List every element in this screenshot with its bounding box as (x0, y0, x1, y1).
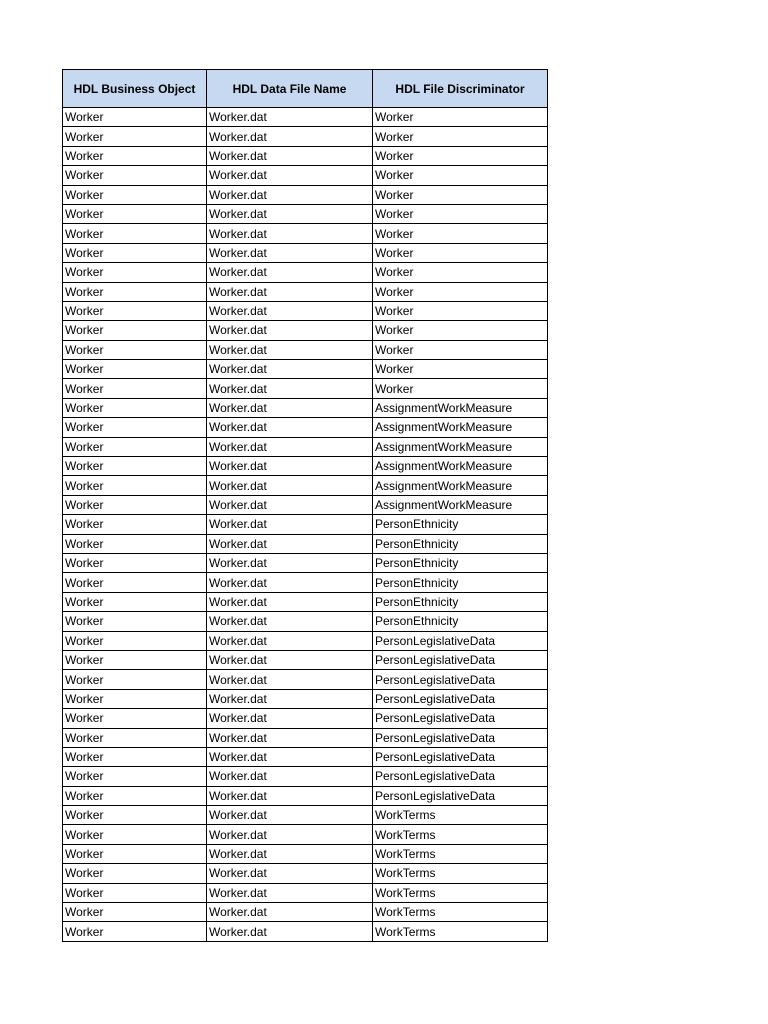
cell-business-object: Worker (63, 689, 207, 708)
table-row (63, 108, 548, 127)
cell-file-discriminator: Worker (373, 127, 548, 146)
cell-file-discriminator: AssignmentWorkMeasure (373, 457, 548, 476)
cell-file-discriminator: Worker (373, 243, 548, 262)
cell-file-discriminator: AssignmentWorkMeasure (373, 495, 548, 514)
cell-file-discriminator: Worker (373, 204, 548, 223)
cell-business-object: Worker (63, 282, 207, 301)
table-body (63, 108, 548, 942)
table-row (63, 670, 548, 689)
cell-business-object: Worker (63, 534, 207, 553)
cell-business-object: Worker (63, 360, 207, 379)
table-row (63, 243, 548, 262)
table-row (63, 418, 548, 437)
cell-business-object: Worker (63, 243, 207, 262)
cell-file-discriminator: PersonEthnicity (373, 515, 548, 534)
table-row (63, 127, 548, 146)
cell-business-object: Worker (63, 379, 207, 398)
cell-file-discriminator: PersonLegislativeData (373, 767, 548, 786)
cell-data-file-name: Worker.dat (207, 786, 373, 805)
cell-business-object: Worker (63, 709, 207, 728)
cell-business-object: Worker (63, 437, 207, 456)
cell-business-object: Worker (63, 903, 207, 922)
cell-data-file-name: Worker.dat (207, 903, 373, 922)
cell-file-discriminator: AssignmentWorkMeasure (373, 437, 548, 456)
cell-data-file-name: Worker.dat (207, 612, 373, 631)
cell-data-file-name: Worker.dat (207, 747, 373, 766)
table-row (63, 204, 548, 223)
table-row (63, 631, 548, 650)
cell-file-discriminator: PersonLegislativeData (373, 631, 548, 650)
table-row (63, 922, 548, 941)
cell-data-file-name: Worker.dat (207, 398, 373, 417)
table-header (63, 70, 548, 108)
cell-business-object: Worker (63, 670, 207, 689)
table-row (63, 534, 548, 553)
cell-file-discriminator: PersonLegislativeData (373, 689, 548, 708)
cell-data-file-name: Worker.dat (207, 650, 373, 669)
cell-business-object: Worker (63, 398, 207, 417)
cell-business-object: Worker (63, 204, 207, 223)
cell-data-file-name: Worker.dat (207, 534, 373, 553)
cell-business-object: Worker (63, 844, 207, 863)
cell-file-discriminator: PersonLegislativeData (373, 709, 548, 728)
cell-file-discriminator: WorkTerms (373, 922, 548, 941)
cell-file-discriminator: WorkTerms (373, 844, 548, 863)
cell-data-file-name: Worker.dat (207, 689, 373, 708)
cell-data-file-name: Worker.dat (207, 883, 373, 902)
table-row (63, 457, 548, 476)
cell-file-discriminator: PersonLegislativeData (373, 670, 548, 689)
cell-data-file-name: Worker.dat (207, 457, 373, 476)
cell-file-discriminator: Worker (373, 166, 548, 185)
cell-business-object: Worker (63, 340, 207, 359)
cell-data-file-name: Worker.dat (207, 495, 373, 514)
cell-data-file-name: Worker.dat (207, 592, 373, 611)
cell-data-file-name: Worker.dat (207, 806, 373, 825)
cell-data-file-name: Worker.dat (207, 146, 373, 165)
cell-data-file-name: Worker.dat (207, 166, 373, 185)
cell-business-object: Worker (63, 786, 207, 805)
cell-file-discriminator: Worker (373, 146, 548, 165)
cell-file-discriminator: PersonEthnicity (373, 592, 548, 611)
cell-file-discriminator: WorkTerms (373, 825, 548, 844)
table-row (63, 437, 548, 456)
cell-data-file-name: Worker.dat (207, 360, 373, 379)
cell-business-object: Worker (63, 631, 207, 650)
cell-data-file-name: Worker.dat (207, 573, 373, 592)
table-row (63, 282, 548, 301)
header-data-file-name: HDL Data File Name (207, 70, 373, 108)
cell-business-object: Worker (63, 321, 207, 340)
cell-business-object: Worker (63, 573, 207, 592)
table-row (63, 515, 548, 534)
cell-file-discriminator: Worker (373, 185, 548, 204)
table-row (63, 747, 548, 766)
cell-business-object: Worker (63, 263, 207, 282)
cell-file-discriminator: PersonLegislativeData (373, 786, 548, 805)
cell-business-object: Worker (63, 166, 207, 185)
cell-file-discriminator: Worker (373, 224, 548, 243)
table-row (63, 767, 548, 786)
cell-business-object: Worker (63, 883, 207, 902)
cell-file-discriminator: WorkTerms (373, 806, 548, 825)
cell-data-file-name: Worker.dat (207, 709, 373, 728)
table-row (63, 224, 548, 243)
table-row (63, 592, 548, 611)
table-row (63, 166, 548, 185)
cell-data-file-name: Worker.dat (207, 321, 373, 340)
header-file-discriminator: HDL File Discriminator (373, 70, 548, 108)
cell-data-file-name: Worker.dat (207, 553, 373, 572)
cell-data-file-name: Worker.dat (207, 282, 373, 301)
cell-business-object: Worker (63, 476, 207, 495)
table-row (63, 650, 548, 669)
cell-data-file-name: Worker.dat (207, 631, 373, 650)
cell-data-file-name: Worker.dat (207, 728, 373, 747)
cell-data-file-name: Worker.dat (207, 922, 373, 941)
cell-file-discriminator: PersonEthnicity (373, 553, 548, 572)
cell-business-object: Worker (63, 592, 207, 611)
cell-data-file-name: Worker.dat (207, 243, 373, 262)
cell-file-discriminator: Worker (373, 379, 548, 398)
table-row (63, 806, 548, 825)
cell-data-file-name: Worker.dat (207, 224, 373, 243)
table-row (63, 146, 548, 165)
cell-data-file-name: Worker.dat (207, 844, 373, 863)
cell-file-discriminator: PersonEthnicity (373, 534, 548, 553)
table-row (63, 864, 548, 883)
cell-data-file-name: Worker.dat (207, 670, 373, 689)
cell-data-file-name: Worker.dat (207, 864, 373, 883)
table-row (63, 495, 548, 514)
header-row (63, 70, 548, 108)
table-row (63, 728, 548, 747)
cell-file-discriminator: AssignmentWorkMeasure (373, 476, 548, 495)
cell-data-file-name: Worker.dat (207, 108, 373, 127)
table-row (63, 360, 548, 379)
cell-file-discriminator: Worker (373, 263, 548, 282)
cell-data-file-name: Worker.dat (207, 379, 373, 398)
cell-business-object: Worker (63, 495, 207, 514)
cell-data-file-name: Worker.dat (207, 437, 373, 456)
cell-business-object: Worker (63, 457, 207, 476)
table-row (63, 340, 548, 359)
cell-data-file-name: Worker.dat (207, 185, 373, 204)
cell-business-object: Worker (63, 301, 207, 320)
table-row (63, 825, 548, 844)
cell-file-discriminator: Worker (373, 301, 548, 320)
cell-file-discriminator: WorkTerms (373, 864, 548, 883)
cell-business-object: Worker (63, 185, 207, 204)
table-row (63, 185, 548, 204)
cell-business-object: Worker (63, 728, 207, 747)
table-row (63, 573, 548, 592)
cell-file-discriminator: AssignmentWorkMeasure (373, 398, 548, 417)
cell-file-discriminator: PersonLegislativeData (373, 747, 548, 766)
table-row (63, 321, 548, 340)
cell-data-file-name: Worker.dat (207, 418, 373, 437)
table-row (63, 786, 548, 805)
cell-business-object: Worker (63, 747, 207, 766)
header-business-object: HDL Business Object (63, 70, 207, 108)
table-row (63, 903, 548, 922)
table-row (63, 476, 548, 495)
table-row (63, 301, 548, 320)
table-row (63, 612, 548, 631)
cell-file-discriminator: PersonEthnicity (373, 573, 548, 592)
cell-business-object: Worker (63, 146, 207, 165)
cell-business-object: Worker (63, 922, 207, 941)
cell-business-object: Worker (63, 767, 207, 786)
cell-data-file-name: Worker.dat (207, 476, 373, 495)
cell-business-object: Worker (63, 650, 207, 669)
cell-business-object: Worker (63, 127, 207, 146)
hdl-mapping-table (62, 69, 548, 942)
cell-data-file-name: Worker.dat (207, 127, 373, 146)
cell-file-discriminator: Worker (373, 282, 548, 301)
cell-file-discriminator: PersonLegislativeData (373, 728, 548, 747)
cell-file-discriminator: WorkTerms (373, 883, 548, 902)
cell-business-object: Worker (63, 612, 207, 631)
cell-data-file-name: Worker.dat (207, 204, 373, 223)
cell-data-file-name: Worker.dat (207, 825, 373, 844)
table-row (63, 263, 548, 282)
cell-file-discriminator: WorkTerms (373, 903, 548, 922)
table-row (63, 553, 548, 572)
table-row (63, 844, 548, 863)
cell-data-file-name: Worker.dat (207, 340, 373, 359)
cell-file-discriminator: AssignmentWorkMeasure (373, 418, 548, 437)
cell-business-object: Worker (63, 553, 207, 572)
cell-data-file-name: Worker.dat (207, 263, 373, 282)
cell-file-discriminator: PersonLegislativeData (373, 650, 548, 669)
cell-business-object: Worker (63, 108, 207, 127)
cell-business-object: Worker (63, 825, 207, 844)
table-row (63, 883, 548, 902)
cell-business-object: Worker (63, 224, 207, 243)
cell-data-file-name: Worker.dat (207, 515, 373, 534)
table-row (63, 709, 548, 728)
cell-data-file-name: Worker.dat (207, 767, 373, 786)
table-row (63, 398, 548, 417)
table-row (63, 689, 548, 708)
table-row (63, 379, 548, 398)
cell-business-object: Worker (63, 864, 207, 883)
cell-file-discriminator: Worker (373, 321, 548, 340)
cell-business-object: Worker (63, 515, 207, 534)
cell-file-discriminator: Worker (373, 108, 548, 127)
cell-business-object: Worker (63, 806, 207, 825)
cell-file-discriminator: Worker (373, 340, 548, 359)
cell-business-object: Worker (63, 418, 207, 437)
cell-file-discriminator: Worker (373, 360, 548, 379)
cell-data-file-name: Worker.dat (207, 301, 373, 320)
cell-file-discriminator: PersonEthnicity (373, 612, 548, 631)
